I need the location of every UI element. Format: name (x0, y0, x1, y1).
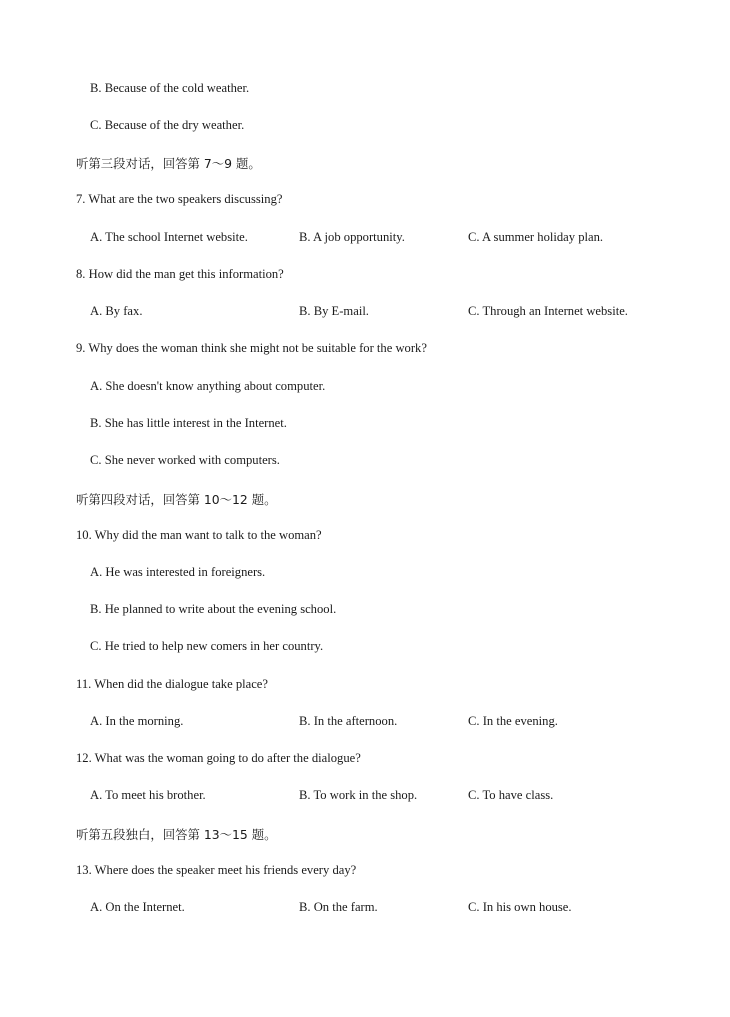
section4-heading: 听第四段对话，回答第 10～12 题。 (76, 492, 277, 507)
q7-option-a: A. The school Internet website. (90, 230, 248, 244)
q7-option-c: C. A summer holiday plan. (468, 230, 604, 244)
q12-option-b: B. To work in the shop. (299, 788, 418, 802)
section5-heading: 听第五段独白，回答第 13～15 题。 (76, 827, 277, 842)
q9-option-b: B. She has little interest in the Internet. (90, 416, 287, 430)
q12-option-a: A. To meet his brother. (90, 788, 206, 802)
q10-option-b: B. He planned to write about the evening school. (90, 602, 337, 616)
q13-option-a: A. On the Internet. (90, 900, 185, 914)
q9-option-c: C. She never worked with computers. (90, 453, 280, 467)
q9-option-a: A. She doesn't know anything about computer. (90, 379, 326, 393)
q11-option-c: C. In the evening. (468, 714, 558, 728)
q10-text: 10. Why did the man want to talk to the woman? (76, 528, 322, 542)
section3-heading: 听第三段对话，回答第 7～9 题。 (76, 156, 261, 171)
q12-option-c: C. To have class. (468, 788, 554, 802)
q12-text: 12. What was the woman going to do after the dialogue? (76, 751, 361, 765)
q13-text: 13. Where does the speaker meet his friends every day? (76, 863, 357, 877)
q6-option-c: C. Because of the dry weather. (90, 118, 245, 132)
q11-option-a: A. In the morning. (90, 714, 184, 728)
q6-option-b: B. Because of the cold weather. (90, 81, 250, 95)
q7-option-b: B. A job opportunity. (299, 230, 405, 244)
q8-option-a: A. By fax. (90, 304, 143, 318)
q13-option-c: C. In his own house. (468, 900, 572, 914)
q8-text: 8. How did the man get this information? (76, 267, 284, 281)
q7-text: 7. What are the two speakers discussing? (76, 192, 283, 206)
q13-option-b: B. On the farm. (299, 900, 378, 914)
q11-text: 11. When did the dialogue take place? (76, 677, 268, 691)
q10-option-c: C. He tried to help new comers in her country. (90, 639, 324, 653)
q8-option-c: C. Through an Internet website. (468, 304, 628, 318)
q11-option-b: B. In the afternoon. (299, 714, 398, 728)
q9-text: 9. Why does the woman think she might not be suitable for the work? (76, 341, 427, 355)
q8-option-b: B. By E-mail. (299, 304, 369, 318)
q10-option-a: A. He was interested in foreigners. (90, 565, 266, 579)
